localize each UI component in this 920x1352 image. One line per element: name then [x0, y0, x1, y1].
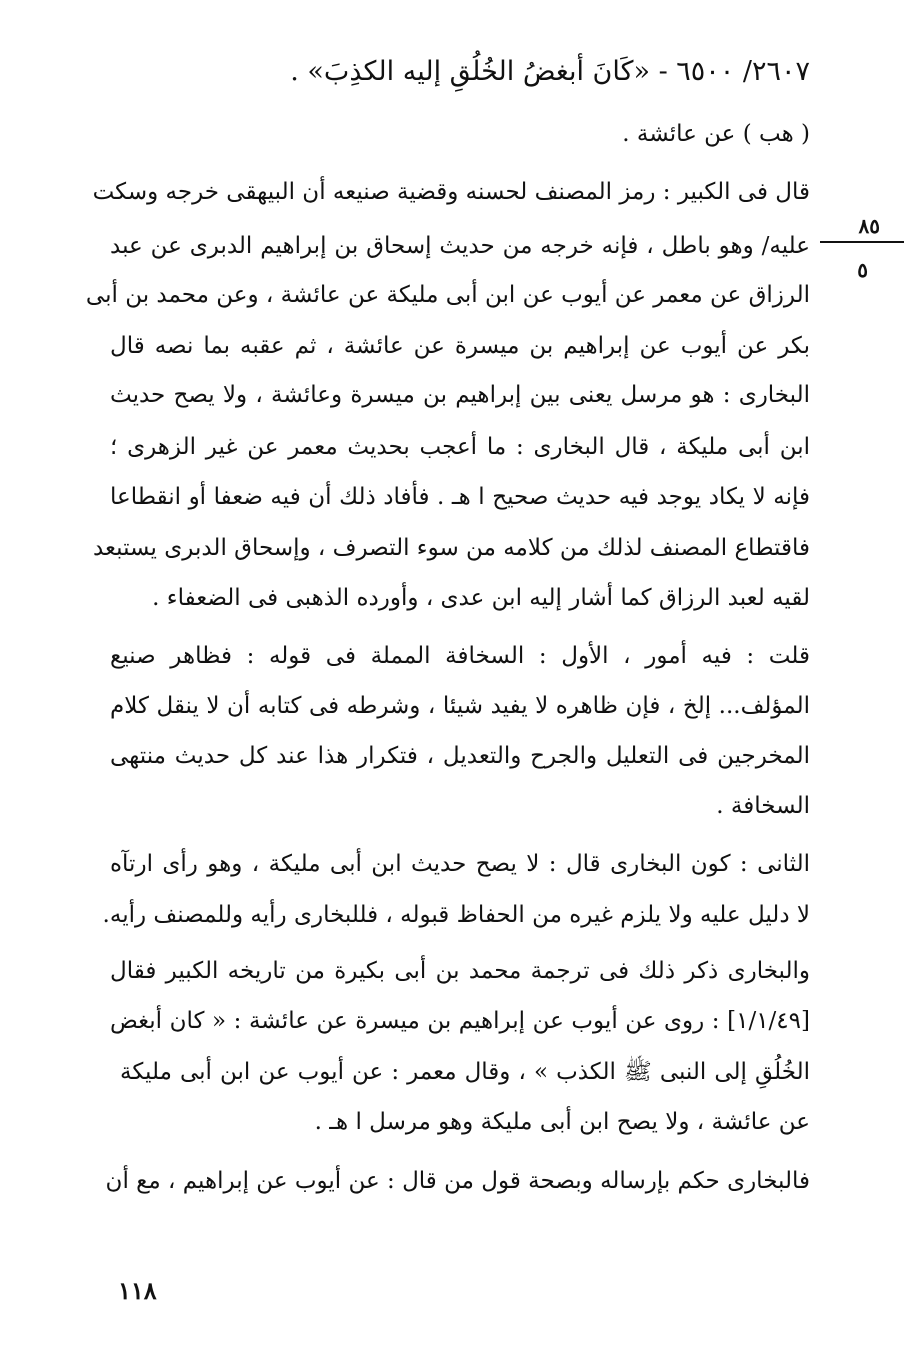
paragraph-4-line: [١/١/٤٩] : روى عن أيوب عن إبراهيم بن ميسرة عن عائشة : « كان أبغض: [110, 1008, 810, 1034]
source-attribution: ( هب ) عن عائشة .: [622, 121, 810, 147]
paragraph-2-line: قلت : فيه أمور ، الأول : السخافة المملة فى قوله : فظاهر صنيع: [110, 643, 810, 669]
paragraph-2-line: المؤلف... إلخ ، فإن ظاهره لا يفيد شيئا ، وشرطه فى كتابه أن لا ينقل كلام: [110, 693, 810, 719]
hadith-heading: ٢٦٠٧/ ٦٥٠٠ - «كَانَ أبغضُ الخُلُقِ إليه الكذِبَ» .: [290, 56, 810, 87]
paragraph-2-line: السخافة .: [716, 793, 810, 819]
paragraph-4-line: الخُلُقِ إلى النبى ﷺ الكذب » ، وقال معمر : عن أيوب عن ابن أبى مليكة: [120, 1059, 810, 1085]
paragraph-3-line: الثانى : كون البخارى قال : لا يصح حديث ابن أبى مليكة ، وهو رأى ارتآه: [110, 851, 810, 877]
paragraph-4-line: والبخارى ذكر ذلك فى ترجمة محمد بن أبى بكيرة من تاريخه الكبير فقال: [110, 958, 810, 984]
paragraph-2-line: المخرجين فى التعليل والجرح والتعديل ، فتكرار هذا عند كل حديث منتهى: [110, 743, 810, 769]
margin-note-top: ٨٥: [858, 214, 880, 238]
margin-rule: [820, 241, 904, 243]
paragraph-1-line: ابن أبى مليكة ، قال البخارى : ما أعجب بحديث معمر عن غير الزهرى ؛: [110, 434, 810, 460]
paragraph-3-line: لا دليل عليه ولا يلزم غيره من الحفاظ قبوله ، فللبخارى رأيه وللمصنف رأيه.: [102, 902, 810, 928]
paragraph-5-line: فالبخارى حكم بإرساله وبصحة قول من قال : عن أيوب عن إبراهيم ، مع أن: [105, 1168, 810, 1194]
paragraph-1-line: لقيه لعبد الرزاق كما أشار إليه ابن عدى ، وأورده الذهبى فى الضعفاء .: [152, 585, 810, 611]
paragraph-1-line: بكر عن أيوب عن إبراهيم بن ميسرة عن عائشة ، ثم عقبه بما نصه قال: [110, 333, 810, 359]
page-number: ١١٨: [118, 1276, 157, 1305]
paragraph-1-line: فإنه لا يكاد يوجد فيه حديث صحيح ا هـ . فأفاد ذلك أن فيه ضعفا أو انقطاعا: [110, 484, 810, 510]
margin-note-bottom: ٥: [857, 258, 868, 282]
paragraph-1-line: الرزاق عن معمر عن أيوب عن ابن أبى مليكة عن عائشة ، وعن محمد بن أبى: [85, 282, 810, 308]
paragraph-4-line: عن عائشة ، ولا يصح ابن أبى مليكة وهو مرسل ا هـ .: [314, 1109, 810, 1135]
paragraph-1-line: البخارى : هو مرسل يعنى بين إبراهيم بن ميسرة وعائشة ، ولا يصح حديث: [110, 382, 810, 408]
paragraph-1-line: عليه/ وهو باطل ، فإنه خرجه من حديث إسحاق بن إبراهيم الدبرى عن عبد: [110, 233, 810, 259]
paragraph-1-line: قال فى الكبير : رمز المصنف لحسنه وقضية صنيعه أن البيهقى خرجه وسكت: [92, 179, 810, 205]
paragraph-1-line: فاقتطاع المصنف لذلك من كلامه من سوء التصرف ، وإسحاق الدبرى يستبعد: [92, 535, 810, 561]
